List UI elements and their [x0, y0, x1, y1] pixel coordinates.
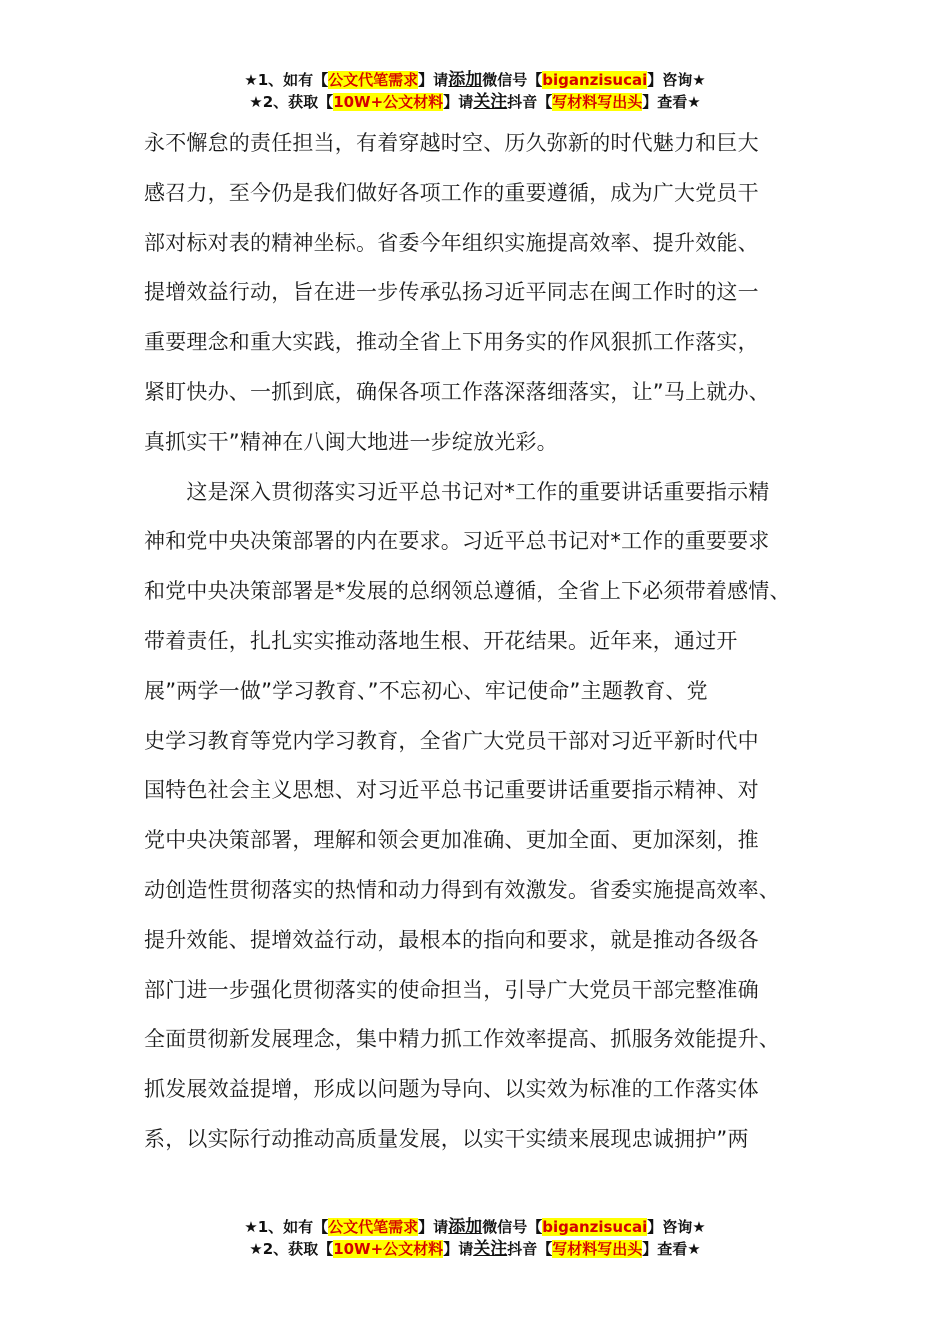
- text-line: 展”两学一做”学习教育、”不忘初心、牢记使命”主题教育、党: [144, 678, 708, 703]
- highlight-douyin: 写材料写出头: [552, 93, 643, 111]
- text-line: 带着责任，扎扎实实推动落地生根、开花结果。近年来，通过开: [144, 628, 738, 653]
- text-line: 动创造性贯彻落实的热情和动力得到有效激发。省委实施提高效率、: [144, 877, 780, 902]
- text-line: 和党中央决策部署是*发展的总纲领总遵循，全省上下必须带着感情、: [144, 579, 791, 604]
- text-line: 史学习教育等党内学习教育，全省广大党员干部对习近平新时代中: [144, 728, 759, 753]
- emphasis-add: 添加: [448, 1217, 483, 1237]
- text-line: 提增效益行动，旨在进一步传承弘扬习近平同志在闽工作时的这一: [144, 280, 759, 305]
- highlight-wechat-id: biganzisucai: [542, 1218, 648, 1236]
- highlight-service: 公文代笔需求: [328, 71, 419, 89]
- emphasis-add: 添加: [448, 70, 483, 90]
- text-line: 感召力，至今仍是我们做好各项工作的重要遵循，成为广大党员干: [144, 180, 759, 205]
- text-line: 系，以实际行动推动高质量发展，以实干实绩来展现忠诚拥护”两: [144, 1126, 749, 1151]
- banner-line-2: ★2、获取【10W+公文材料】请关注抖音【写材料写出头】查看★: [249, 92, 701, 112]
- text-line: 党中央决策部署，理解和领会更加准确、更加全面、更加深刻，推: [144, 828, 759, 853]
- text-line: 真抓实干”精神在八闽大地进一步绽放光彩。: [144, 429, 558, 454]
- text-line: 这是深入贯彻落实习近平总书记对*工作的重要讲话重要指示精: [144, 479, 770, 504]
- text-line: 神和党中央决策部署的内在要求。习近平总书记对*工作的重要要求: [144, 529, 770, 554]
- text-line: 抓发展效益提增，形成以问题为导向、以实效为标准的工作落实体: [144, 1077, 759, 1102]
- highlight-service: 公文代笔需求: [328, 1218, 419, 1236]
- highlight-douyin: 写材料写出头: [552, 1240, 643, 1258]
- highlight-materials: 10W+公文材料: [333, 1240, 444, 1258]
- emphasis-follow: 关注: [473, 1239, 508, 1259]
- emphasis-follow: 关注: [473, 92, 508, 112]
- text-line: 提升效能、提增效益行动，最根本的指向和要求，就是推动各级各: [144, 927, 759, 952]
- text-line: 全面贯彻新发展理念，集中精力抓工作效率提高、抓服务效能提升、: [144, 1027, 780, 1052]
- banner-line-1: ★1、如有【公文代笔需求】请添加微信号【biganzisucai】咨询★: [244, 70, 706, 90]
- text-line: 国特色社会主义思想、对习近平总书记重要讲话重要指示精神、对: [144, 778, 759, 803]
- highlight-wechat-id: biganzisucai: [542, 71, 648, 89]
- banner-line-1: ★1、如有【公文代笔需求】请添加微信号【biganzisucai】咨询★: [244, 1217, 706, 1237]
- highlight-materials: 10W+公文材料: [333, 93, 444, 111]
- document-body: [144, 119, 824, 1165]
- text-line: 永不懈怠的责任担当，有着穿越时空、历久弥新的时代魅力和巨大: [144, 131, 759, 155]
- banner-line-2: ★2、获取【10W+公文材料】请关注抖音【写材料写出头】查看★: [249, 1239, 701, 1259]
- text-line: 部门进一步强化贯彻落实的使命担当，引导广大党员干部完整准确: [144, 977, 759, 1002]
- text-line: 紧盯快办、一抓到底，确保各项工作落深落细落实，让”马上就办、: [144, 379, 770, 404]
- footer-banner: [0, 1216, 950, 1260]
- text-line: 重要理念和重大实践，推动全省上下用务实的作风狠抓工作落实，: [144, 330, 759, 355]
- header-banner: [0, 69, 950, 113]
- text-line: 部对标对表的精神坐标。省委今年组织实施提高效率、提升效能、: [144, 230, 759, 255]
